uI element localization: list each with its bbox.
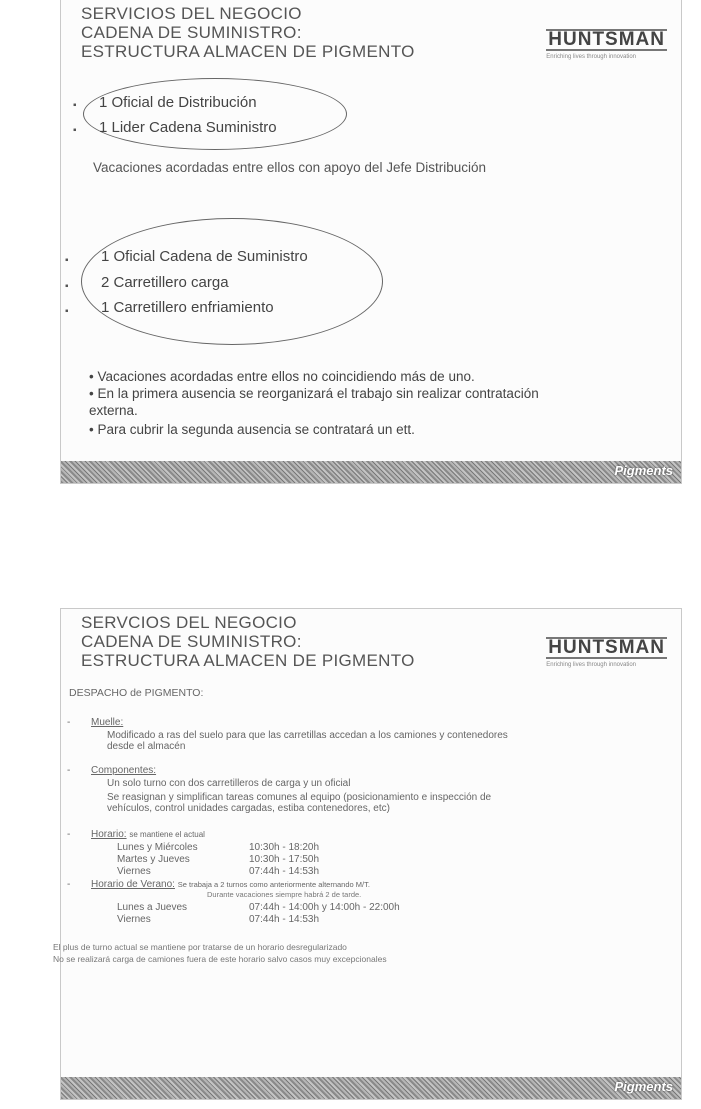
componentes-label: Componentes: [91,765,157,776]
slide-2-title [81,613,415,670]
slide-2 [53,608,682,1100]
bullet-icon: ▪ [73,100,77,111]
verano-hours: 07:44h - 14:00h y 14:00h - 22:00h [249,902,400,913]
horario-days: Martes y Jueves [117,854,190,865]
slide-footer-bar [61,461,681,483]
section-heading: DESPACHO de PIGMENTO: [69,687,204,699]
footer-brand: Pigments [614,463,673,478]
group-1-item: 1 Lider Cadena Suministro [99,119,277,136]
verano-row [117,914,319,925]
huntsman-logo [546,637,667,668]
group-2-item: 1 Carretillero enfriamiento [101,299,274,316]
footer-brand: Pigments [614,1079,673,1094]
title-line: SERVCIOS DEL NEGOCIO [81,613,297,632]
bullet-icon: - [67,765,71,776]
title-line: SERVICIOS DEL NEGOCIO [81,4,302,23]
title-line: CADENA DE SUMINISTRO: [81,632,302,651]
title-line: ESTRUCTURA ALMACEN DE PIGMENTO [81,651,415,670]
componentes-item: Un solo turno con dos carretilleros de carga y un oficial [107,778,351,789]
verano-line [91,879,370,890]
note-line: • En la primera ausencia se reorganizará el trabajo sin realizar contratación [89,386,539,401]
footnote: No se realizará carga de camiones fuera de este horario salvo casos muy excepcionales [53,954,387,964]
verano-days: Viernes [117,914,151,925]
group-1-ellipse [83,78,347,150]
horario-line [91,829,205,840]
logo-name: HUNTSMAN [548,637,665,658]
componentes-item: Se reasignan y simplifican tareas comunes al equipo (posicionamiento e inspección de [107,792,492,803]
logo-tagline: Enriching lives through innovation [546,662,637,668]
logo-tagline: Enriching lives through innovation [546,54,637,60]
horario-row [117,842,319,853]
note-line: • Para cubrir la segunda ausencia se contratará un ett. [89,422,415,437]
group-2-item: 1 Oficial Cadena de Suministro [101,248,308,265]
horario-hours: 10:30h - 18:20h [249,842,320,853]
note-line: externa. [89,403,138,418]
muelle-text: Modificado a ras del suelo para que las carretillas accedan a los camiones y contenedores [107,730,508,741]
horario-hours: 10:30h - 17:50h [249,854,320,865]
logo-name: HUNTSMAN [548,29,665,50]
horario-note: se mantiene el actual [129,830,205,839]
verano-row [117,902,400,913]
verano-note: Durante vacaciones siempre habrá 2 de tarde. [207,890,362,899]
horario-hours: 07:44h - 14:53h [249,866,320,877]
slide-footer-bar [61,1077,681,1099]
horario-row [117,866,319,877]
horario-label: Horario: [91,829,127,840]
slide-1-title [81,4,415,61]
componentes-item: vehículos, control unidades cargadas, estiba contenedores, etc) [107,803,390,814]
horario-days: Viernes [117,866,151,877]
verano-days: Lunes a Jueves [117,902,188,913]
bullet-icon: ▪ [65,306,69,317]
group-1-note: Vacaciones acordadas entre ellos con apoyo del Jefe Distribución [93,160,486,175]
horario-row [117,854,319,865]
verano-note: Se trabaja a 2 turnos como anteriormente alternando M/T. [177,880,370,889]
muelle-text: desde el almacén [107,741,186,752]
title-line: ESTRUCTURA ALMACEN DE PIGMENTO [81,42,415,61]
verano-label: Horario de Verano: [91,879,175,890]
note-line: • Vacaciones acordadas entre ellos no coincidiendo más de uno. [89,369,475,384]
footnote: El plus de turno actual se mantiene por tratarse de un horario desregularizado [53,942,347,952]
group-2-item: 2 Carretillero carga [101,274,229,291]
verano-hours: 07:44h - 14:53h [249,914,320,925]
bullet-icon: - [67,829,71,840]
slide-1 [60,0,682,484]
bullet-icon: ▪ [65,281,69,292]
group-1-item: 1 Oficial de Distribución [99,94,257,111]
bullet-icon: ▪ [73,125,77,136]
bullet-icon: ▪ [65,255,69,266]
muelle-label: Muelle: [91,717,124,728]
title-line: CADENA DE SUMINISTRO: [81,23,302,42]
bullet-icon: - [67,879,71,890]
bullet-icon: - [67,717,71,728]
huntsman-logo [546,29,667,60]
horario-days: Lunes y Miércoles [117,842,198,853]
